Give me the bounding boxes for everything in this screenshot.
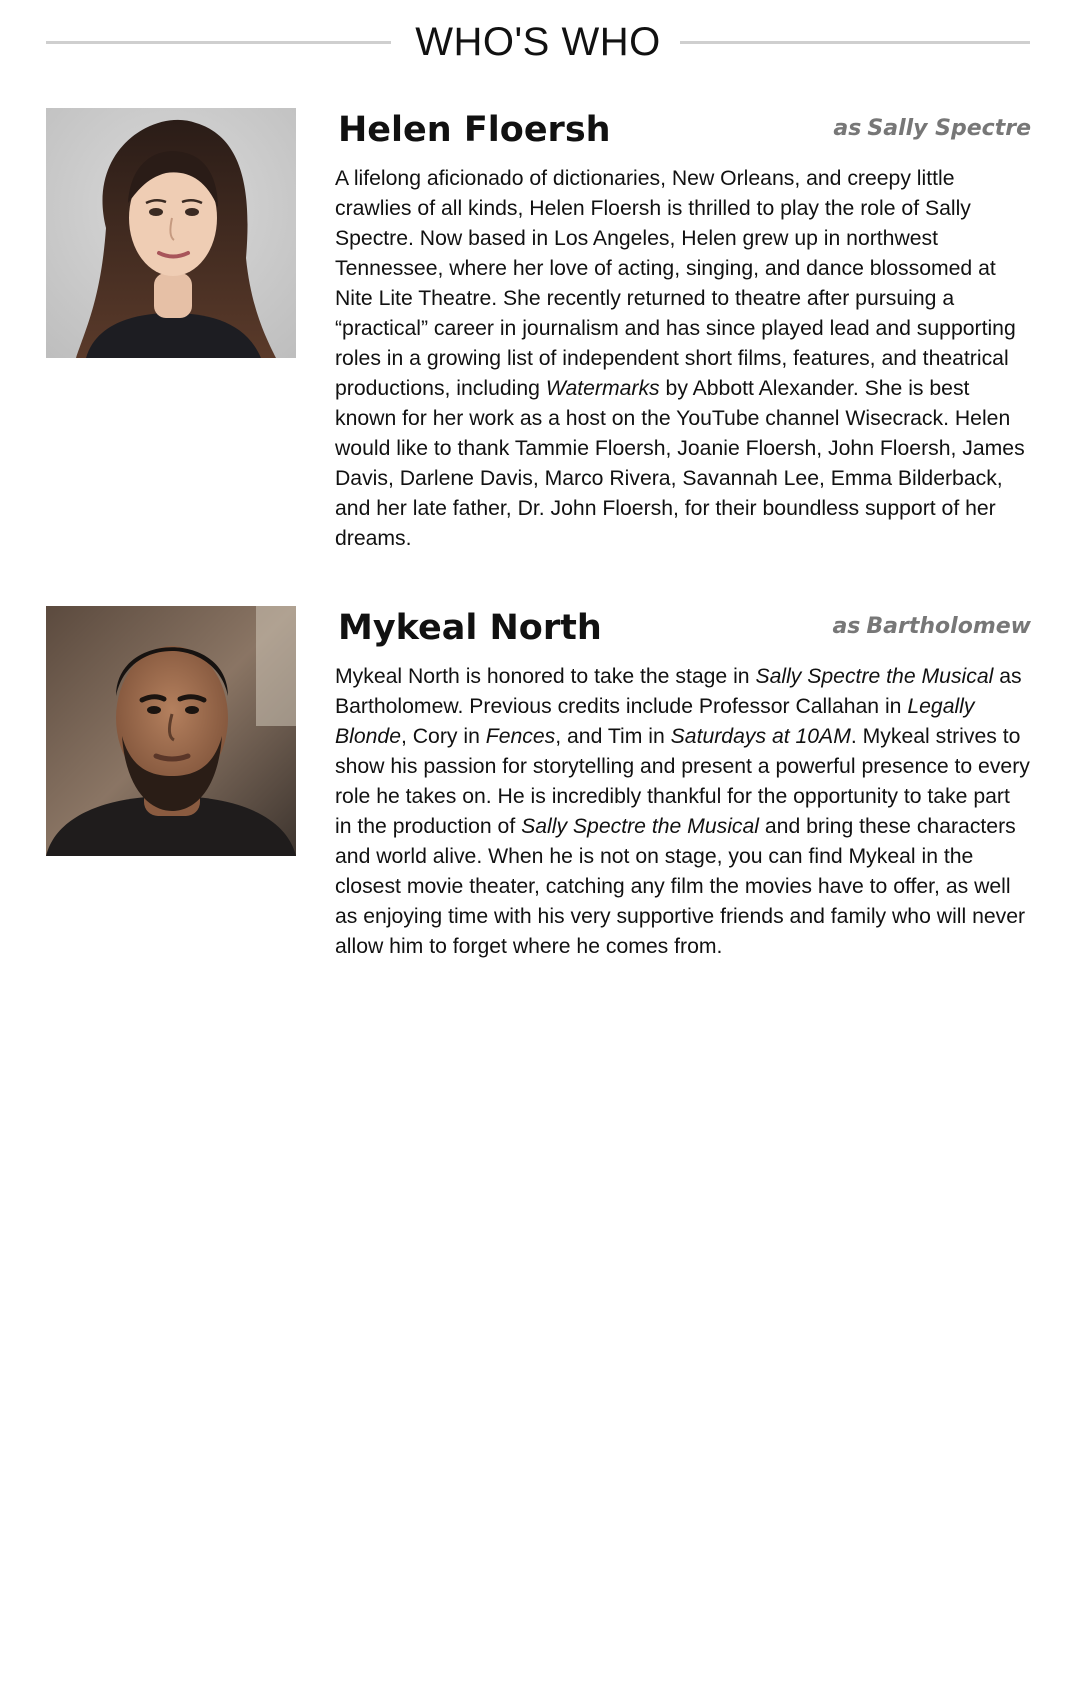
character-name: Sally Spectre bbox=[867, 116, 1031, 141]
role-prefix: as bbox=[833, 116, 862, 141]
bio-paragraph bbox=[335, 662, 1031, 962]
bio-title-italic: Sally Spectre the Musical bbox=[755, 665, 994, 688]
page-header bbox=[46, 14, 1030, 70]
bio-text-segment: . Mykeal strives to show his passion for storytelling and present a powerful presence to every role he takes on. He is incredibly thankful for the opportunity to take part in the production of bbox=[335, 725, 1030, 838]
bio-text-segment: Mykeal North is honored to take the stage in bbox=[335, 665, 756, 688]
role-prefix: as bbox=[832, 614, 861, 639]
bio-text-column bbox=[335, 108, 1031, 554]
bio-title-italic: Sally Spectre the Musical bbox=[521, 815, 759, 838]
name-row bbox=[335, 108, 1031, 154]
bio-title-italic: Fences bbox=[485, 725, 556, 748]
bio-title-italic: Saturdays at 10AM bbox=[670, 725, 851, 748]
bio-text-segment: as Bartholomew. Previous credits include Professor Callahan in bbox=[335, 665, 1022, 718]
bio-text-segment: by Abbott Alexander. She is best known for her work as a host on the YouTube channel Wisecrack. Helen would like to thank Tammie Floersh, Joanie Floersh, John Floersh, James Davis, Darlene Davis, Marco Rivera, Savannah Lee, Emma Bilderback, and her late father, Dr. John Floersh, for their boundless support of her dreams. bbox=[335, 377, 1025, 550]
role-line bbox=[833, 114, 1031, 144]
bio-text-column bbox=[335, 606, 1031, 962]
headshot-photo-helen bbox=[46, 108, 296, 358]
headshot-photo-mykeal bbox=[46, 606, 296, 856]
actor-name: Mykeal North bbox=[338, 608, 602, 648]
page-title: WHO'S WHO bbox=[415, 20, 661, 64]
bio-text-segment: A lifelong aficionado of dictionaries, New Orleans, and creepy little crawlies of all kinds, Helen Floersh is thrilled to play the role of Sally Spectre. Now based in Los Angeles, Helen grew up in northwest Tennessee, where her love of acting, singing, and dance blossomed at Nite Lite Theatre. She recently returned to theatre after pursuing a “practical” career in journalism and has since played lead and supporting roles in a growing list of independent short films, features, and theatrical productions, including bbox=[335, 167, 1016, 400]
character-name: Bartholomew bbox=[866, 614, 1031, 639]
actor-name: Helen Floersh bbox=[338, 110, 611, 150]
bio-text-segment: and bring these characters and world alive. When he is not on stage, you can find Mykeal in the closest movie theater, catching any film the movies have to offer, as well as enjoying time with his very supportive friends and family who will never allow him to forget where he comes from. bbox=[335, 815, 1026, 958]
bio-text-segment: , and Tim in bbox=[555, 725, 671, 748]
headshot-helen-image bbox=[46, 108, 296, 358]
header-rule-left bbox=[46, 41, 391, 44]
role-line bbox=[832, 612, 1031, 642]
bio-paragraph bbox=[335, 164, 1031, 554]
bio-title-italic: Watermarks bbox=[545, 377, 660, 400]
name-row bbox=[335, 606, 1031, 652]
bio-title-italic: Legally Blonde bbox=[335, 695, 975, 748]
bio-text-segment: , Cory in bbox=[400, 725, 486, 748]
headshot-mykeal-image bbox=[46, 606, 296, 856]
header-rule-right bbox=[680, 41, 1030, 44]
